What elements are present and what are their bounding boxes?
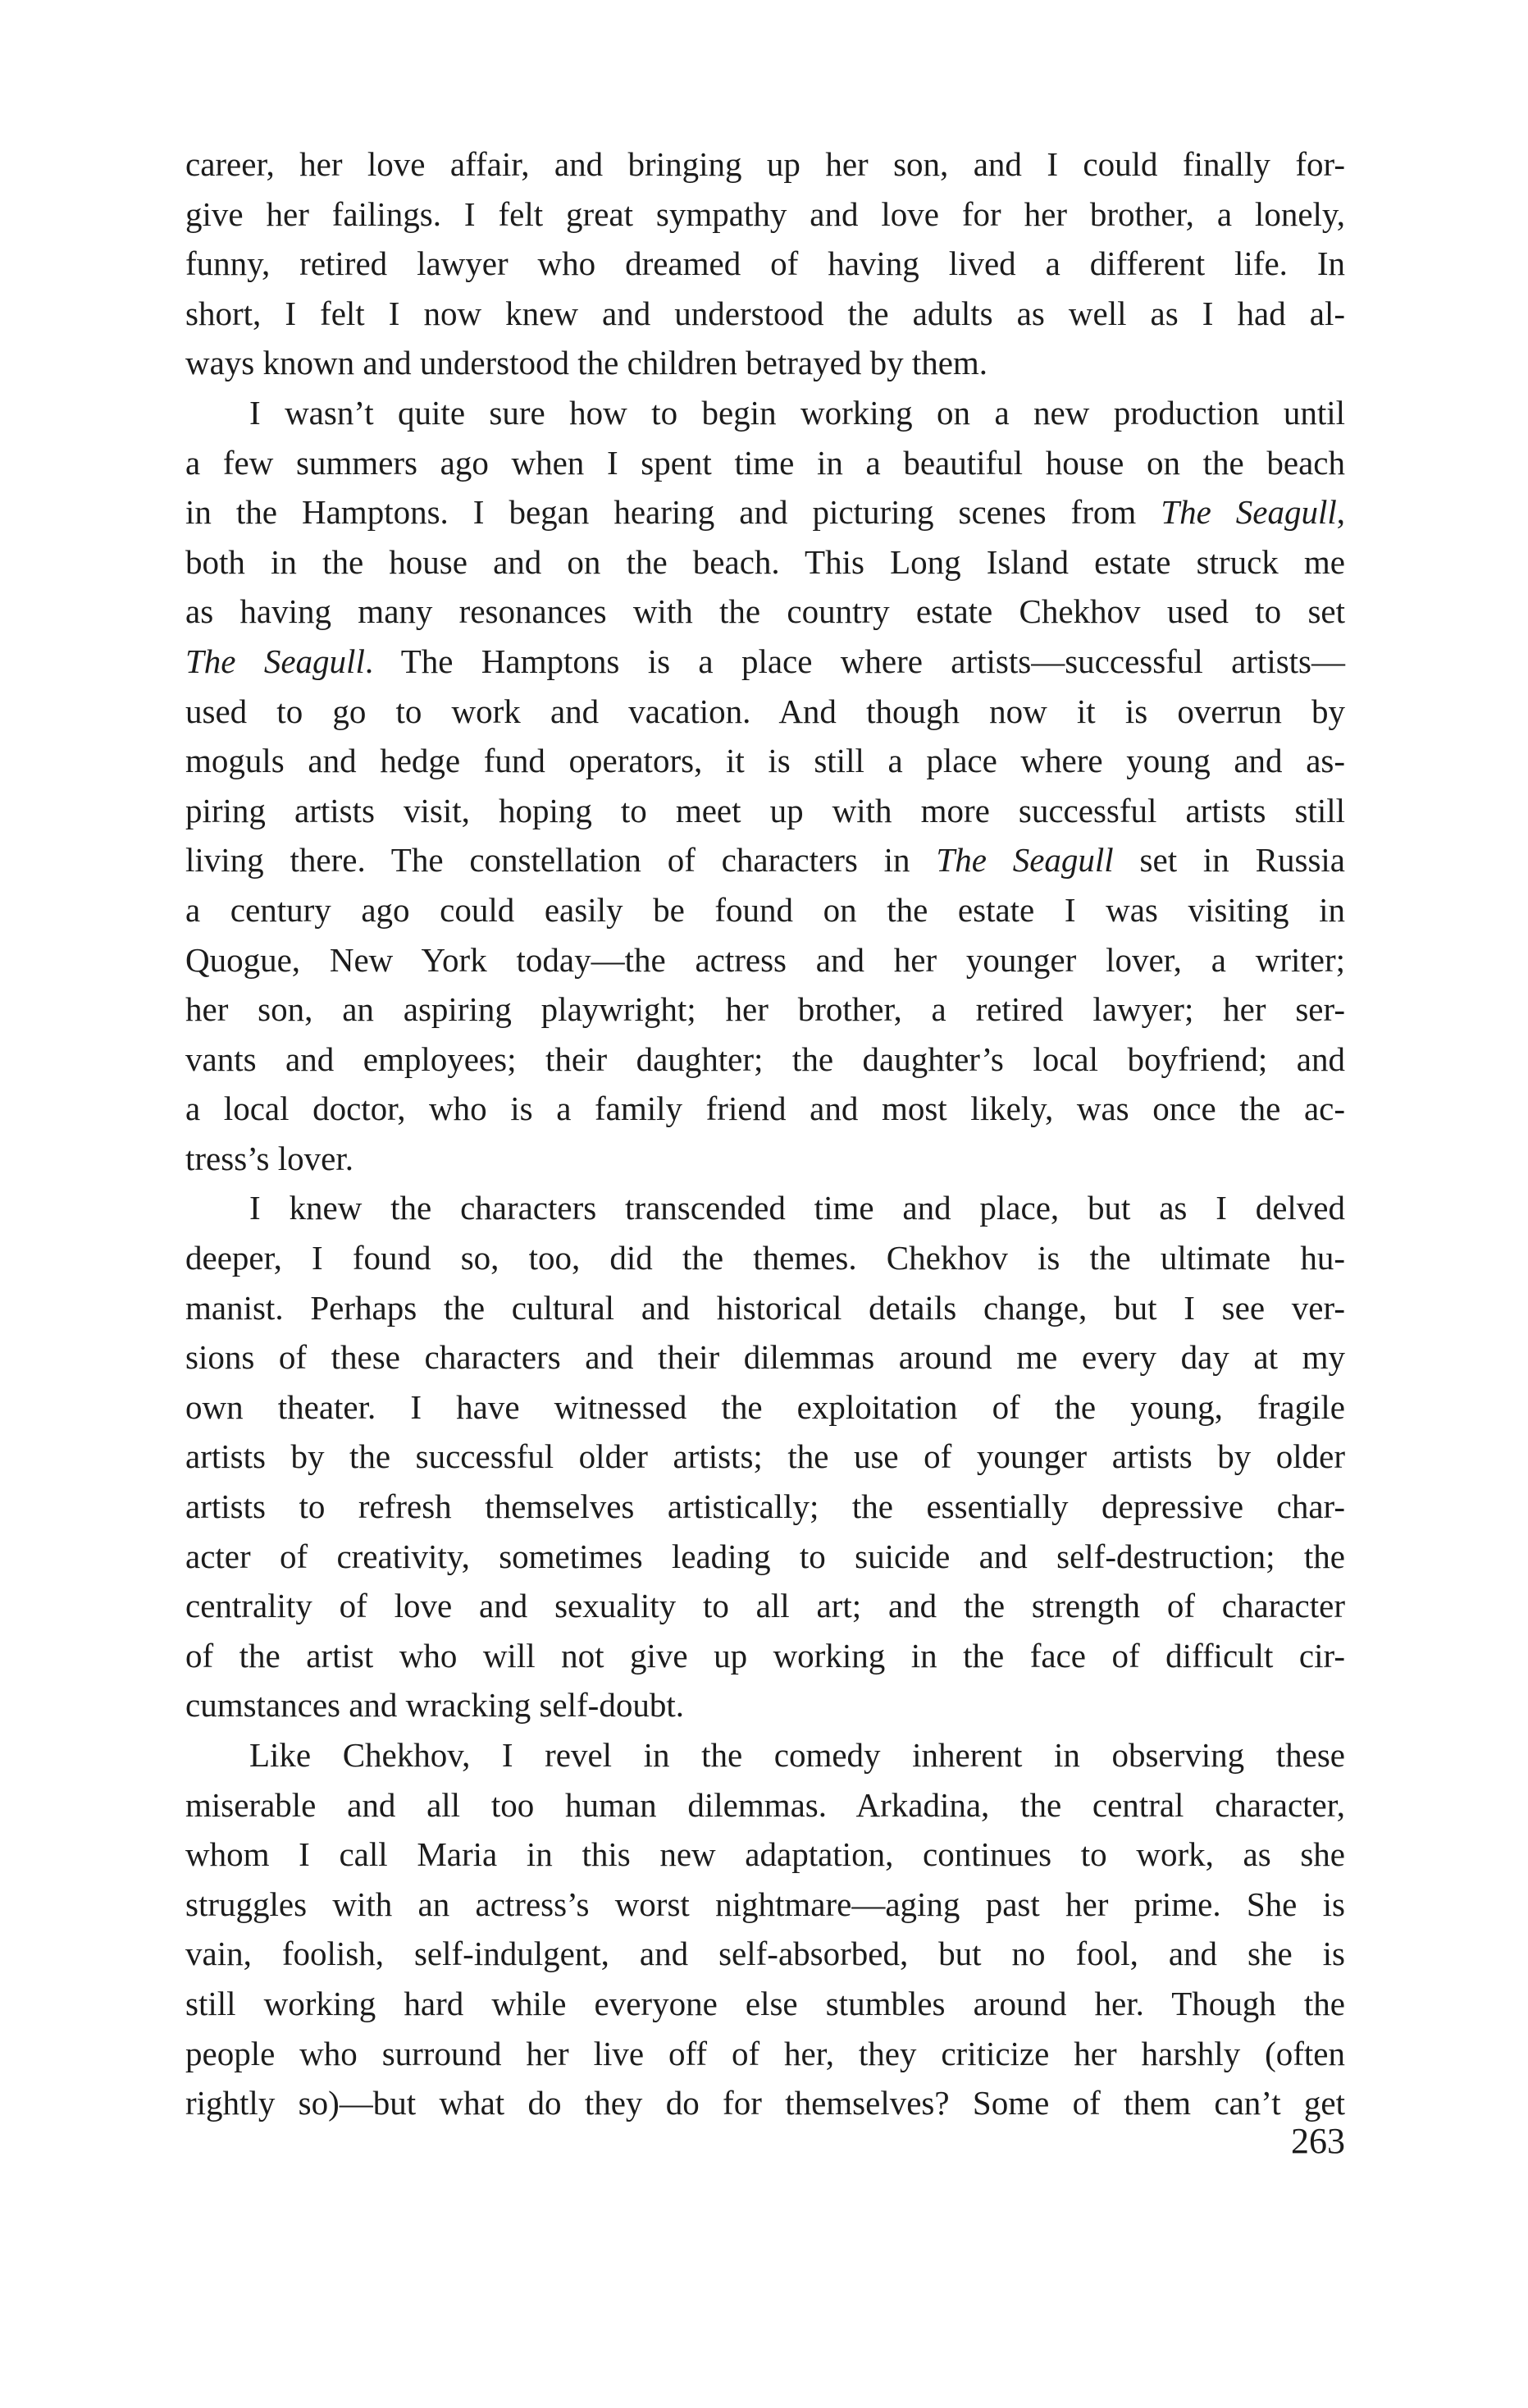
text-line: [185, 885, 1345, 935]
text-line: [185, 985, 1345, 1035]
text-line: [185, 1482, 1345, 1532]
text-line: [185, 487, 1345, 537]
text-run: short, I felt I now knew and understood the adults as well as I had al-: [185, 294, 1345, 332]
text-line: [185, 289, 1345, 339]
text-line: [185, 338, 1345, 388]
text-run: Like Chekhov, I revel in the comedy inherent in observing these: [249, 1736, 1345, 1774]
text-run: acter of creativity, sometimes leading to suicide and self-destruction; the: [185, 1537, 1345, 1575]
text-run: miserable and all too human dilemmas. Arkadina, the central character,: [185, 1785, 1345, 1824]
page-number: 263: [1291, 2121, 1345, 2161]
text-line: [185, 1332, 1345, 1382]
text-line: [185, 239, 1345, 289]
text-line: [185, 835, 1345, 885]
text-run: set in Russia: [1113, 841, 1345, 880]
italic-title: The Seagull: [936, 841, 1114, 880]
text-run: still working hard while everyone else stumbles around her. Though the: [185, 1984, 1345, 2022]
text-line: [185, 1631, 1345, 1681]
text-run: artists by the successful older artists; the use of younger artists by older: [185, 1437, 1345, 1476]
text-line: [185, 537, 1345, 587]
italic-title: The Seagull: [1161, 493, 1337, 532]
text-line: [185, 139, 1345, 190]
text-run: rightly so)—but what do they do for themselves? Some of them can’t get: [185, 2084, 1345, 2122]
text-line: [185, 2029, 1345, 2079]
text-line: [185, 1581, 1345, 1631]
text-line: [185, 438, 1345, 488]
body-text: [185, 139, 1345, 2128]
text-run: a century ago could easily be found on the estate I was visiting in: [185, 890, 1345, 929]
text-run: vants and employees; their daughter; the daughter’s local boyfriend; and: [185, 1040, 1345, 1078]
text-run: sions of these characters and their dilemmas around me every day at my: [185, 1338, 1345, 1377]
text-line: [185, 1680, 1345, 1730]
text-run: career, her love affair, and bringing up her son, and I could finally for-: [185, 145, 1345, 183]
text-run: of the artist who will not give up working in the face of difficult cir-: [185, 1636, 1345, 1675]
text-line: [185, 637, 1345, 687]
text-run: moguls and hedge fund operators, it is still a place where young and as-: [185, 742, 1345, 780]
text-line: [185, 1979, 1345, 2029]
text-run: tress’s lover.: [185, 1139, 353, 1177]
text-line: [185, 1134, 1345, 1184]
text-line: [185, 687, 1345, 737]
text-run: struggles with an actress’s worst nightmare—aging past her prime. She is: [185, 1885, 1345, 1923]
text-line: [185, 1183, 1345, 1233]
text-run: centrality of love and sexuality to all art; and the strength of character: [185, 1587, 1345, 1625]
text-line: [185, 190, 1345, 240]
text-run: ,: [1336, 493, 1346, 532]
text-line: [185, 1084, 1345, 1134]
text-run: people who surround her live off of her, they criticize her harshly (often: [185, 2034, 1345, 2072]
text-run: deeper, I found so, too, did the themes. Chekhov is the ultimate hu-: [185, 1239, 1345, 1277]
text-line: [185, 1283, 1345, 1333]
text-line: [185, 587, 1345, 637]
text-line: [185, 935, 1345, 985]
text-run: ways known and understood the children betrayed by them.: [185, 344, 988, 382]
text-run: funny, retired lawyer who dreamed of having lived a different life. In: [185, 244, 1345, 283]
text-line: [185, 388, 1345, 438]
text-line: [185, 1880, 1345, 1930]
text-run: give her failings. I felt great sympathy and love for her brother, a lonely,: [185, 194, 1345, 233]
text-run: . The Hamptons is a place where artists—successful artists—: [364, 642, 1346, 680]
text-run: I wasn’t quite sure how to begin working on a new production until: [249, 393, 1345, 432]
italic-title: The Seagull: [185, 642, 365, 680]
text-run: whom I call Maria in this new adaptation, continues to work, as she: [185, 1835, 1345, 1874]
text-run: a local doctor, who is a family friend and most likely, was once the ac-: [185, 1090, 1345, 1128]
text-run: in the Hamptons. I began hearing and picturing scenes from: [185, 493, 1161, 532]
text-line: [185, 1929, 1345, 1979]
text-line: [185, 1035, 1345, 1085]
text-run: used to go to work and vacation. And though now it is overrun by: [185, 692, 1345, 730]
text-line: [185, 786, 1345, 836]
text-run: her son, an aspiring playwright; her brother, a retired lawyer; her ser-: [185, 990, 1345, 1029]
text-run: manist. Perhaps the cultural and historical details change, but I see ver-: [185, 1288, 1345, 1327]
text-line: [185, 1532, 1345, 1582]
text-run: cumstances and wracking self-doubt.: [185, 1686, 684, 1725]
text-line: [185, 1432, 1345, 1482]
text-line: [185, 1780, 1345, 1830]
text-run: artists to refresh themselves artistically; the essentially depressive char-: [185, 1487, 1345, 1526]
text-run: living there. The constellation of characters in: [185, 841, 937, 880]
text-run: vain, foolish, self-indulgent, and self-absorbed, but no fool, and she is: [185, 1935, 1345, 1973]
text-run: own theater. I have witnessed the exploitation of the young, fragile: [185, 1387, 1345, 1426]
text-line: [185, 1830, 1345, 1880]
text-run: both in the house and on the beach. This Long Island estate struck me: [185, 542, 1345, 581]
text-line: [185, 736, 1345, 786]
text-line: [185, 2078, 1345, 2128]
text-line: [185, 1233, 1345, 1283]
text-run: Quogue, New York today—the actress and her younger lover, a writer;: [185, 940, 1345, 979]
text-line: [185, 1382, 1345, 1432]
text-run: as having many resonances with the country estate Chekhov used to set: [185, 592, 1345, 631]
text-run: a few summers ago when I spent time in a beautiful house on the beach: [185, 443, 1345, 482]
text-line: [185, 1730, 1345, 1780]
text-run: piring artists visit, hoping to meet up with more successful artists still: [185, 791, 1345, 829]
text-run: I knew the characters transcended time and place, but as I delved: [249, 1189, 1345, 1227]
